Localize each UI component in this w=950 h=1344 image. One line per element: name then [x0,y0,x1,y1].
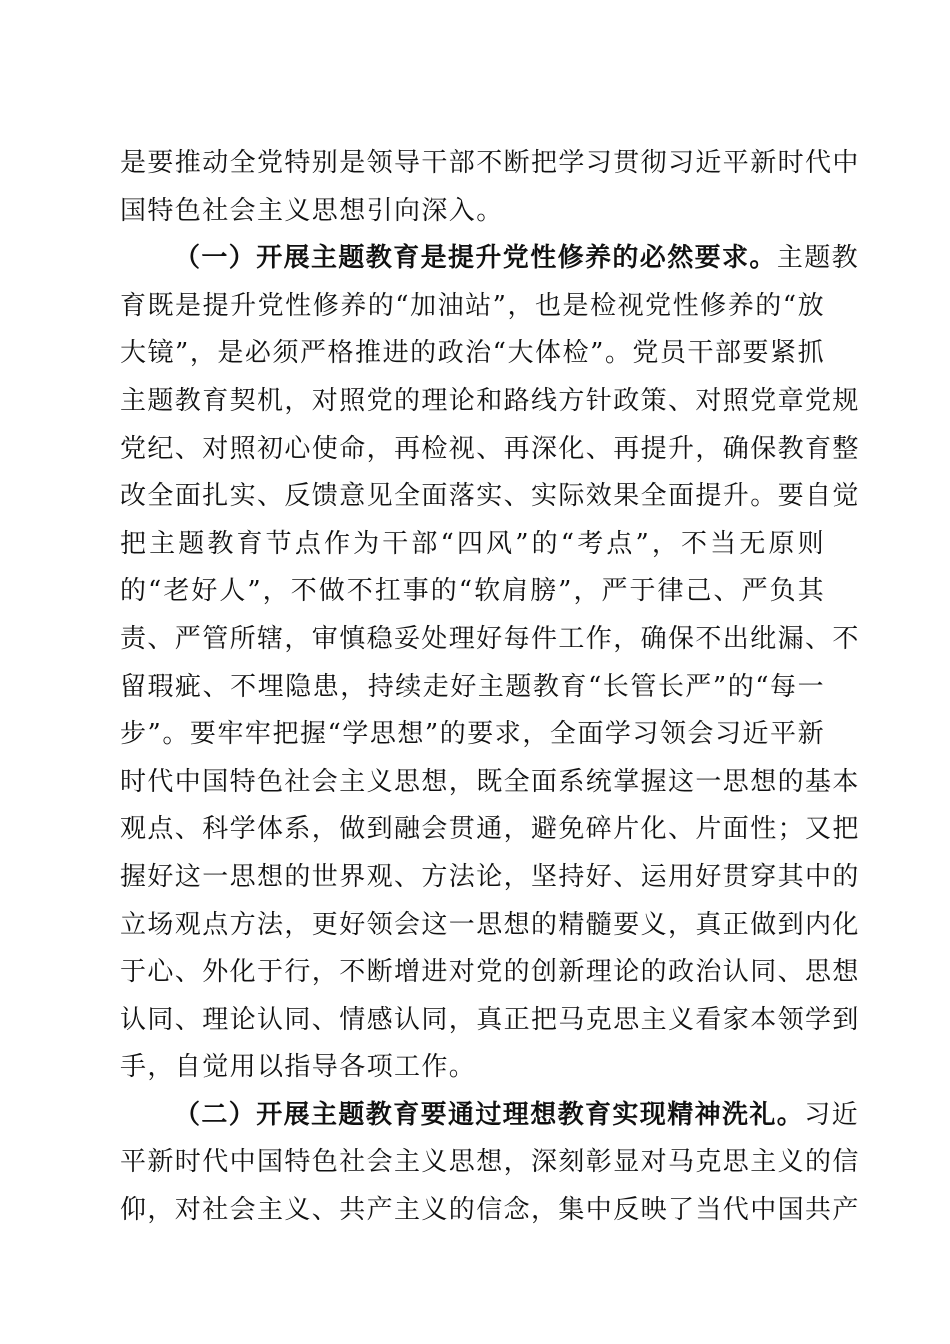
text-line: 步”。要牢牢把握“学思想”的要求，全面学习领会习近平新 [120,719,825,750]
text-line: 时代中国特色社会主义思想，既全面系统掌握这一思想的基本 [120,766,860,797]
text-line: 大镜”，是必须严格推进的政治“大体检”。党员干部要紧抓 [120,338,825,369]
text-line: 国特色社会主义思想引向深入。 [120,195,504,226]
text-run: 习近 [804,1099,860,1130]
document-body [120,140,860,1235]
text-line: 把主题教育节点作为干部“四风”的“考点”，不当无原则 [120,528,825,559]
text-line-first [120,1092,860,1140]
text-line: 握好这一思想的世界观、方法论，坚持好、运用好贯穿其中的 [120,861,860,892]
text-line: 立场观点方法，更好领会这一思想的精髓要义，真正做到内化 [120,909,860,940]
text-line: 留瑕疵、不埋隐患，持续走好主题教育“长管长严”的“每一 [120,671,825,702]
text-line: 是要推动全党特别是领导干部不断把学习贯彻习近平新时代中 [120,148,860,178]
text-line: 育既是提升党性修养的“加油站”，也是检视党性修养的“放 [120,290,825,321]
text-line: 平新时代中国特色社会主义思想，深刻彰显对马克思主义的信 [120,1147,860,1178]
text-line: 手，自觉用以指导各项工作。 [120,1052,477,1083]
section-heading: （二）开展主题教育要通过理想教育实现精神洗礼。 [174,1099,805,1130]
text-line: 认同、理论认同、情感认同，真正把马克思主义看家本领学到 [120,1004,860,1035]
text-line: 改全面扎实、反馈意见全面落实、实际效果全面提升。要自觉 [120,481,860,512]
text-line: 责、严管所辖，审慎稳妥处理好每件工作，确保不出纰漏、不 [120,623,860,654]
paragraph-section-2 [120,1092,860,1235]
paragraph-intro-continuation [120,140,860,235]
text-line: 主题教育契机，对照党的理论和路线方针政策、对照党章党规 [120,385,860,416]
text-line: 观点、科学体系，做到融会贯通，避免碎片化、片面性；又把 [120,814,860,845]
section-heading: （一）开展主题教育是提升党性修养的必然要求。 [174,243,777,274]
text-line: 党纪、对照初心使命，再检视、再深化、再提升，确保教育整 [120,433,860,464]
paragraph-section-1 [120,235,860,1092]
text-line: 仰，对社会主义、共产主义的信念，集中反映了当代中国共产 [120,1195,860,1226]
text-line: 的“老好人”，不做不扛事的“软肩膀”，严于律己、严负其 [120,576,825,607]
text-line: 于心、外化于行，不断增进对党的创新理论的政治认同、思想 [120,957,860,988]
text-line-first [120,235,860,283]
text-run: 主题教 [776,243,860,274]
